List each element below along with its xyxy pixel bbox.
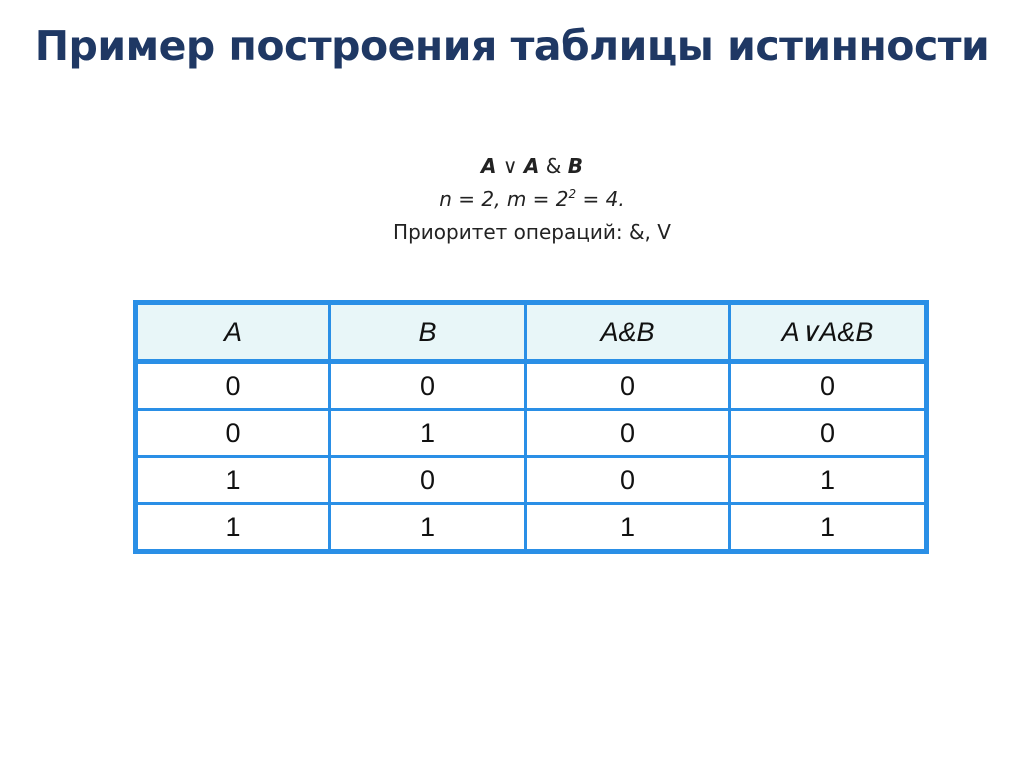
table-cell: 0 [730,362,927,410]
formula-var-b: B [567,154,583,178]
table-cell: 0 [526,410,730,457]
table-cell: 0 [330,362,526,410]
table-cell: 0 [136,362,330,410]
table-cell: 0 [330,457,526,504]
truth-table [133,300,929,554]
formula-expression [0,150,1024,183]
table-cell: 0 [136,410,330,457]
table-cell: 1 [330,410,526,457]
counts-suffix: = 4. [576,187,625,211]
table-row [136,410,927,457]
table-cell: 1 [526,504,730,552]
table-row [136,457,927,504]
column-header-b: B [330,303,526,362]
page-title: Пример построения таблицы истинности [34,22,990,70]
counts-prefix: n = 2, m = 2 [439,187,569,211]
table-cell: 1 [730,504,927,552]
table-cell: 0 [526,362,730,410]
table-cell: 1 [730,457,927,504]
table-cell: 1 [330,504,526,552]
table-header-row [136,303,927,362]
or-operator: ∨ [496,154,524,178]
and-operator: & [539,154,568,178]
table-cell: 0 [730,410,927,457]
counts-exponent: 2 [568,187,577,201]
table-cell: 1 [136,504,330,552]
table-cell: 1 [136,457,330,504]
operation-priority: Приоритет операций: &, V [393,220,671,244]
column-header-a: A [136,303,330,362]
column-header-a-and-b: A&B [526,303,730,362]
formula-counts [0,183,1024,216]
formula-var-a: A [523,154,540,178]
table-row [136,504,927,552]
table-row [136,362,927,410]
formula-block [0,150,1024,249]
table-cell: 0 [526,457,730,504]
formula-var-a: A [481,154,497,178]
column-header-result: A∨A&B [730,303,927,362]
